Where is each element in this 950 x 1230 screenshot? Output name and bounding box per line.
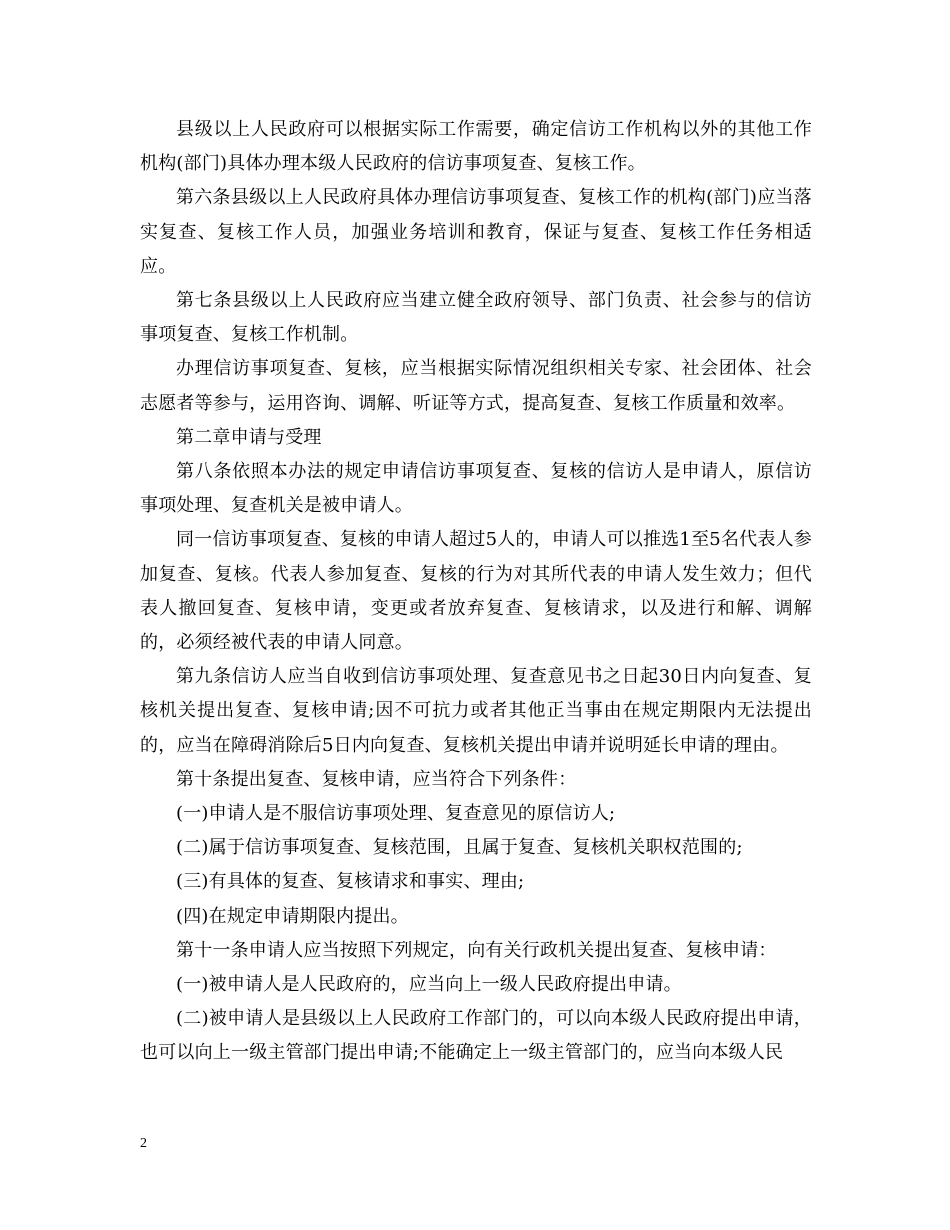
list-item: (二)被申请人是县级以上人民政府工作部门的，可以向本级人民政府提出申请，也可以向上一级主管部门提出申请;不能确定上一级主管部门的，应当向本级人民 <box>140 1008 812 1064</box>
list-item: (二)属于信访事项复查、复核范围，且属于复查、复核机关职权范围的; <box>176 837 743 859</box>
list-item: (三)有具体的复查、复核请求和事实、理由; <box>176 871 525 893</box>
paragraph: 第八条依照本办法的规定申请信访事项复查、复核的信访人是申请人，原信访事项处理、复查机关是被申请人。 <box>140 461 812 517</box>
chapter-heading: 第二章申请与受理 <box>176 426 322 448</box>
list-item: (一)申请人是不服信访事项处理、复查意见的原信访人; <box>176 803 616 825</box>
paragraph: 第九条信访人应当自收到信访事项处理、复查意见书之日起30日内向复查、复核机关提出复查、复核申请;因不可抗力或者其他正当事由在规定期限内无法提出的，应当在障碍消除后5日内向复查、复核机关提出申请并说明延长申请的理由。 <box>140 666 812 756</box>
paragraph: 第十条提出复查、复核申请，应当符合下列条件： <box>176 768 577 790</box>
paragraph: 县级以上人民政府可以根据实际工作需要，确定信访工作机构以外的其他工作机构(部门)具体办理本级人民政府的信访事项复查、复核工作。 <box>140 119 812 175</box>
paragraph: 办理信访事项复查、复核，应当根据实际情况组织相关专家、社会团体、社会志愿者等参与，运用咨询、调解、听证等方式，提高复查、复核工作质量和效率。 <box>140 358 812 414</box>
document-body <box>140 113 812 1071</box>
page-number: 2 <box>140 1136 147 1151</box>
paragraph: 第七条县级以上人民政府应当建立健全政府领导、部门负责、社会参与的信访事项复查、复核工作机制。 <box>140 290 812 346</box>
paragraph: 第十一条申请人应当按照下列规定，向有关行政机关提出复查、复核申请： <box>176 939 777 961</box>
list-item: (四)在规定申请期限内提出。 <box>176 905 409 927</box>
paragraph: 同一信访事项复查、复核的申请人超过5人的，申请人可以推选1至5名代表人参加复查、复核。代表人参加复查、复核的行为对其所代表的申请人发生效力；但代表人撤回复查、复核申请，变更或者放弃复查、复核请求，以及进行和解、调解的，必须经被代表的申请人同意。 <box>140 529 812 654</box>
list-item: (一)被申请人是人民政府的，应当向上一级人民政府提出申请。 <box>176 974 682 996</box>
paragraph: 第六条县级以上人民政府具体办理信访事项复查、复核工作的机构(部门)应当落实复查、复核工作人员，加强业务培训和教育，保证与复查、复核工作任务相适应。 <box>140 187 812 277</box>
